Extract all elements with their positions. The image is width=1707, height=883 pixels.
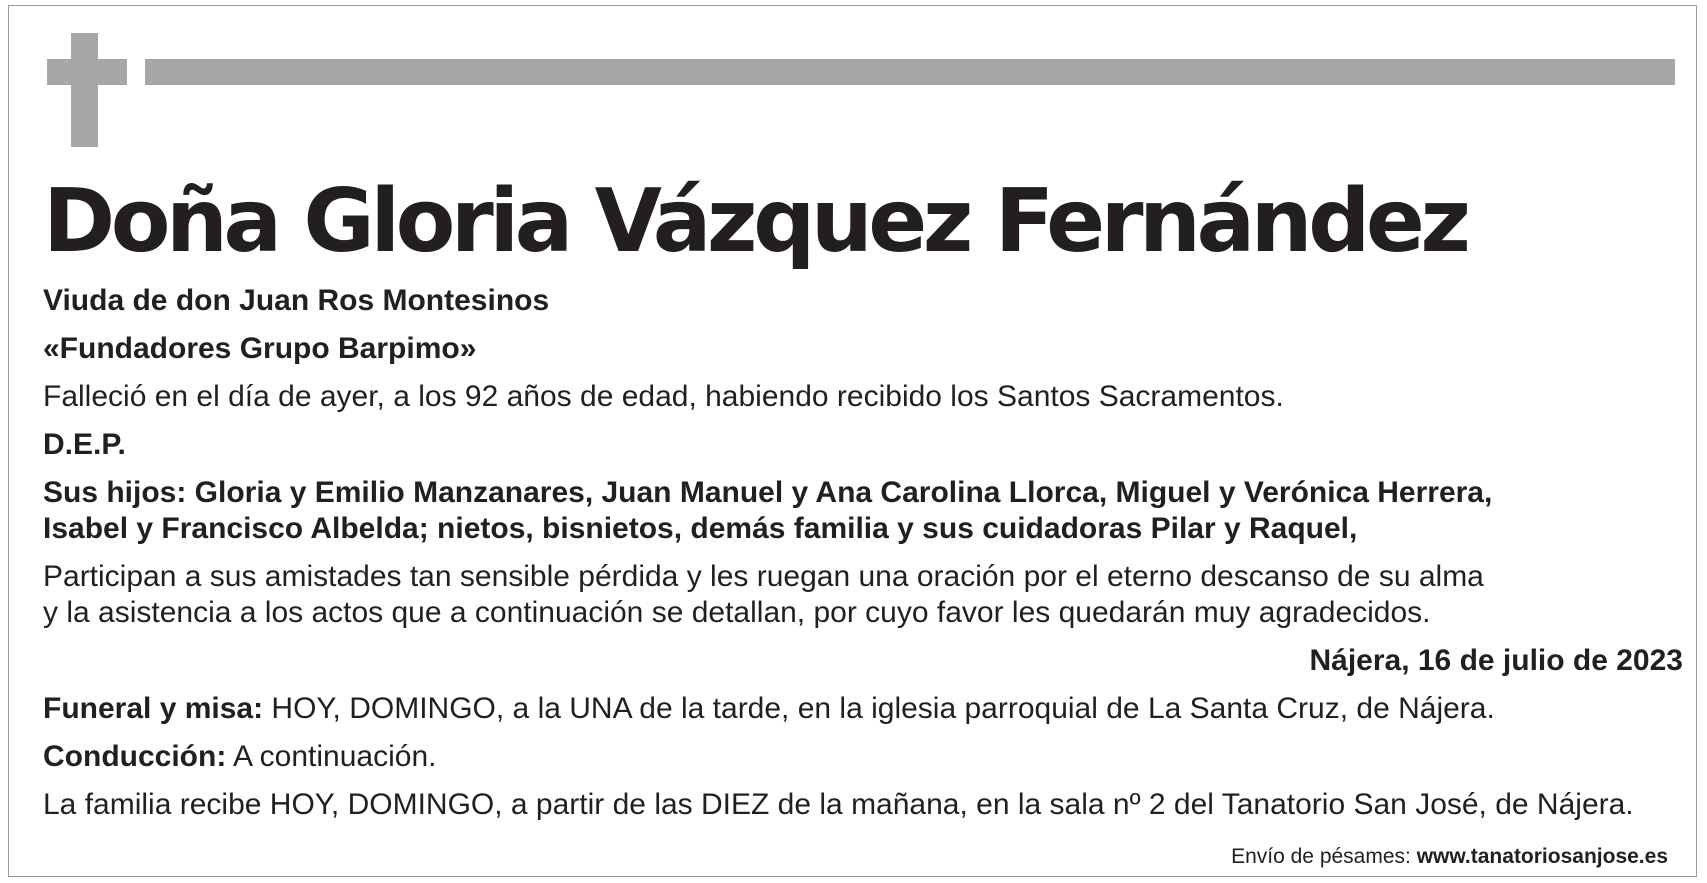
conduccion-line <box>43 739 1683 775</box>
place-date: Nájera, 16 de julio de 2023 <box>1309 644 1683 677</box>
conduccion-text: A continuación. <box>226 740 437 773</box>
condolences-label: Envío de pésames: <box>1231 845 1417 868</box>
funeral-line <box>43 691 1683 727</box>
deceased-name: Doña Gloria Vázquez Fernández <box>43 170 1467 272</box>
conduccion-label: Conducción: <box>43 740 227 773</box>
obituary-card <box>8 5 1697 877</box>
header-rule <box>145 59 1675 85</box>
family-line-2: Isabel y Francisco Albelda; nietos, bisnietos, demás familia y sus cuidadoras Pilar y Raquel, <box>43 512 1358 545</box>
widow-of: Viuda de don Juan Ros Montesinos <box>43 284 550 317</box>
cross-vertical-bar <box>71 33 98 147</box>
reception-line: La familia recibe HOY, DOMINGO, a partir de las DIEZ de la mañana, en la sala nº 2 del Tanatorio San José, de Nájera. <box>43 788 1634 821</box>
cross-horizontal-bar <box>47 59 127 85</box>
announcement-block <box>43 559 1683 631</box>
family-line-1: Sus hijos: Gloria y Emilio Manzanares, Juan Manuel y Ana Carolina Llorca, Miguel y Verónica Herrera, <box>43 476 1493 509</box>
announcement-line-2: y la asistencia a los actos que a continuación se detallan, por cuyo favor les quedarán muy agradecidos. <box>43 596 1431 629</box>
funeral-text: HOY, DOMINGO, a la UNA de la tarde, en la iglesia parroquial de La Santa Cruz, de Nájera. <box>263 692 1495 725</box>
family-block <box>43 475 1683 547</box>
condolences-website-link[interactable]: www.tanatoriosanjose.es <box>1416 845 1668 868</box>
foundation-line: «Fundadores Grupo Barpimo» <box>43 332 477 365</box>
condolences-footer <box>1231 845 1668 869</box>
funeral-label: Funeral y misa: <box>43 692 264 725</box>
death-notice: Falleció en el día de ayer, a los 92 años de edad, habiendo recibido los Santos Sacramentos. <box>43 380 1284 413</box>
obituary-content <box>43 170 1683 823</box>
announcement-line-1: Participan a sus amistades tan sensible pérdida y les ruegan una oración por el eterno descanso de su alma <box>43 560 1484 593</box>
dep-line: D.E.P. <box>43 428 126 461</box>
